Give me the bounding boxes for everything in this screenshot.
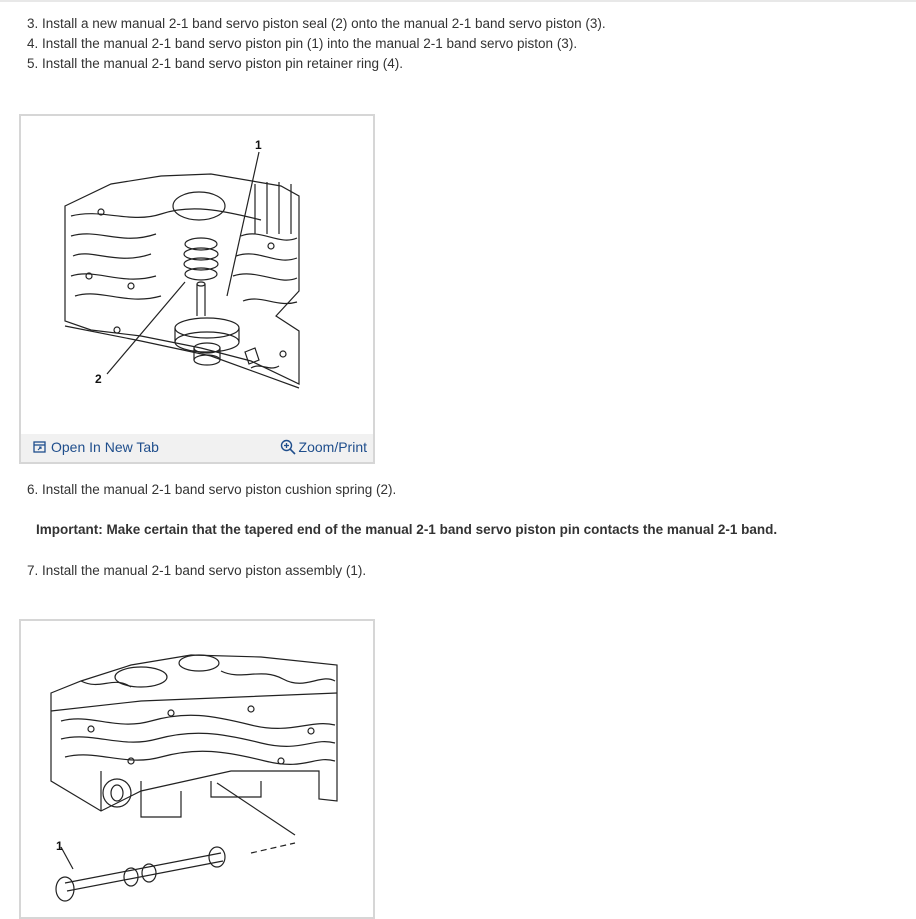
figure-servo-piston-assembly (19, 619, 375, 919)
open-in-new-tab-label: Open In New Tab (51, 439, 159, 455)
open-in-new-tab-link[interactable] (33, 439, 159, 455)
zoom-print-label: Zoom/Print (298, 439, 367, 455)
step-3: 3. Install a new manual 2-1 band servo piston seal (2) onto the manual 2-1 band servo piston (3). (27, 16, 606, 31)
open-external-icon (33, 441, 46, 453)
callout-1: 1 (56, 839, 63, 853)
zoom-in-icon (280, 439, 296, 455)
important-note: Important: Make certain that the tapered end of the manual 2-1 band servo piston pin contacts the manual 2-1 band. (36, 522, 778, 537)
step-5: 5. Install the manual 2-1 band servo piston pin retainer ring (4). (27, 56, 403, 71)
top-divider (0, 0, 916, 2)
servo-piston-diagram (21, 116, 373, 434)
zoom-print-link[interactable] (280, 439, 367, 455)
figure-toolbar (21, 434, 373, 462)
step-7: 7. Install the manual 2-1 band servo piston assembly (1). (27, 563, 367, 578)
callout-1: 1 (255, 138, 262, 152)
servo-assembly-diagram (21, 621, 373, 917)
step-4: 4. Install the manual 2-1 band servo piston pin (1) into the manual 2-1 band servo piston (3). (27, 36, 578, 51)
figure-servo-piston-pin (19, 114, 375, 464)
step-6: 6. Install the manual 2-1 band servo piston cushion spring (2). (27, 482, 397, 497)
callout-2: 2 (95, 372, 102, 386)
